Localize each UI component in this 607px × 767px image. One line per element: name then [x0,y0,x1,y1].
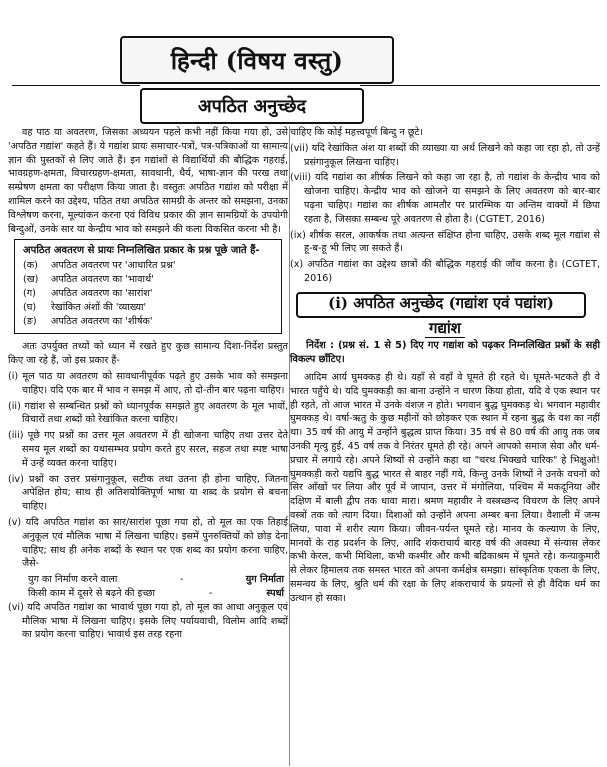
guideline-point: (ix) शीर्षक सरल, आकर्षक तथा अत्यन्त संक्षिप्त होना चाहिए, उसके शब्द मूल गद्यांश से हू-ब-हू भी लिए जा सकते हैं। [290,229,600,255]
passage-text: आदिम आर्य घुमक्कड़ ही थे। यहाँ से वहाँ वे घूमते ही रहते थे। घूमते-भटकते ही वे भारत पहुँचे थे। यदि घुमक्कड़ी का बाना उन्होंने न धारण किया होता, यदि वे एक स्थान पर ही रहते, तो आज भारत में उनके वंशज न होते। भगवान बुद्ध घुमक्कड़ थे। भगवान महावीर घुमक्कड़ थे। वर्षा-ऋतु के कुछ महीनों को छोड़कर एक स्थान में रहना बुद्ध के वश का नहीं था। 35 वर्ष की आयु में उन्होंने बुद्धत्व प्राप्त किया। 35 वर्ष से 80 वर्ष की आयु तक जब उनकी मृत्यु हुई, 45 वर्ष तक वे निरंतर घूमते ही रहे। अपने आपको समाज सेवा और धर्म-प्रचार में लगाये रहे। अपने शिष्यों से उन्होंने कहा था "चरथ भिक्खवे चारिक" हे भिक्षुओ! घुमक्कड़ी करो यद्यपि बुद्ध भारत से बाहर नहीं गये, किन्तु उनके शिष्यों ने उनके वचनों को सिर आँखों पर लिया और पूर्व में जापान, उत्तर में मंगोलिया, पश्चिम में मकदूनिया और दक्षिण में बाली द्वीप तक धावा मारा। श्रमण महावीर ने वस्त्रच्छन्द विचरण के लिए अपने वस्त्रों तक को त्याग दिया। दिशाओं को उन्होंने अपना अम्बर बना लिया। वैशाली में जन्म लिया, पावा में शरीर त्याग किया। जीवन-पर्यन्त घूमते रहे। मानव के कल्याण के लिए, मानवों के राह प्रदर्शन के लिए, आदि शंकराचार्य बारह वर्ष की अवस्था में संन्यास लेकर कभी केरल, कभी मिथिला, कभी कश्मीर और कभी बद्रिकाश्रम में घूमते रहे। कन्याकुमारी से लेकर हिमालय तक समस्त भारत को अपना कर्मक्षेत्र समझा। सांस्कृतिक एकता के लिए, समन्वय के लिए, श्रुति धर्म की रक्षा के लिए शंकराचार्य के प्रयत्नों से ही वैदिक धर्म का उत्थान हो सका। [290,371,600,604]
subsection-heading-text: गद्यांश [425,319,465,338]
list-item [23,301,275,315]
guideline-point: (ii) गद्यांश से सम्बन्धित प्रश्नों को ध्यानपूर्वक समझते हुए अवतरण के मूल भावों, विचारों तथा शब्दों को रेखांकित करना चाहिए। [8,400,288,426]
guideline-point: (iv) प्रश्नों का उत्तर प्रसंगानुकूल, सटीक तथा उतना ही होना चाहिए, जितना अपेक्षित होय; साथ ही अतिशयोक्तिपूर्ण भाषा या शब्द के प्रयोग से बचना चाहिए। [8,473,288,513]
left-column [8,126,288,644]
section-title: अपठित अनुच्छेद [197,96,307,117]
list-marker: (क) [23,260,38,272]
list-marker: (ङ) [23,316,37,328]
guideline-point: (vii) यदि रेखांकित अंश या शब्दों की व्याख्या या अर्थ लिखने को कहा जा रहा हो, तो उन्हें प्रसंगानुकूल लिखना चाहिए। [290,142,600,168]
guideline-point: (viii) यदि गद्यांश का शीर्षक लिखने को कहा जा रहा है, तो गद्यांश के केन्द्रीय भाव को खोजना चाहिए। केन्द्रीय भाव को खोजने या समझने के लिए अवतरण को बार-बार पढ़ना चाहिए। गद्यांश का शीर्षक आमतौर पर प्रारम्भिक या अन्तिम वाक्यों में छिपा रहता है, जिसका सम्बन्ध पूरे अवतरण से होता है। (CGTET, 2016) [290,172,600,225]
subsection-title-box [296,292,586,318]
page-title: हिन्दी (विषय वस्तु) [170,45,344,75]
instruction-text: निर्देश : (प्रश्न सं. 1 से 5) दिए गए गद्यांश को पढ़कर निम्नलिखित प्रश्नों के सही विकल्प छाँटिए। [290,340,600,366]
example-pair [8,573,288,587]
example-phrase: किसी काम में दूसरे से बढ़ने की इच्छा [28,587,155,599]
list-text: अपठित अवतरण पर 'आधारित प्रश्न' [51,260,176,272]
list-item [23,315,275,329]
list-text: अपठित अवतरण का 'सारांश' [51,288,153,300]
right-column [290,126,600,608]
list-item [23,273,275,287]
guideline-point: (iii) पूछे गए प्रश्नों का उत्तर मूल अवतरण में ही खोजना चाहिए तथा उत्तर देते समय मूल शब्दों का यथासम्भव प्रयोग करते हुए सरल, सहज तथा स्पष्ट भाषा में उन्हें व्यक्त करना चाहिए। [8,430,288,469]
header-rule-right [360,85,600,86]
header-rule-left [12,85,140,86]
list-text: अपठित अवतरण का 'शीर्षक' [51,316,153,328]
guideline-point: (x) अपठित गद्यांश का उद्देश्य छात्रों की बौद्धिक गहराई की जाँच करना है। (CGTET, 2016) [290,259,600,284]
guideline-point: (vi) यदि अपठित गद्यांश का भावार्थ पूछा गया हो, तो मूल का आधा अनुकूल एवं मौलिक भाषा में लिखना चाहिए। इसके लिए पर्यायवाची, विलोम आदि शब्दों का प्रयोग करना चाहिए। भावार्थ इस तरह रहना [8,601,288,641]
example-word: स्पर्धा [266,587,284,599]
example-word: युग निर्माता [245,574,284,586]
subsection-title: (i) अपठित अनुच्छेद (गद्यांश एवं पद्यांश) [328,293,554,312]
subsection-heading [290,318,600,337]
list-item [23,287,275,301]
list-marker: (घ) [23,302,37,314]
guideline-point: (i) मूल पाठ या अवतरण को सावधानीपूर्वक पढ़ते हुए उसके भाव को समझना चाहिए। यदि एक बार में भाव न समझ में आए, तो दो-तीन बार पढ़ना चाहिए। [8,370,288,396]
page-title-box [120,36,394,84]
example-dash: - [208,587,213,599]
list-text: रेखांकित अंशों की 'व्याख्या' [51,302,147,314]
guideline-point: (v) यदि अपठित गद्यांश का सार/सारांश पूछा गया हो, तो मूल का एक तिहाई अनुकूल एवं मौलिक भाषा में लिखना चाहिए। इसमें पुनरुक्तियों को छोड़ देना चाहिए; साथ ही अनेक शब्दों के स्थान पर एक शब्द का प्रयोग करना चाहिए, जैसे- [8,516,288,570]
list-item [23,259,275,273]
list-text: अपठित अवतरण का 'भावार्थ' [51,274,154,286]
question-types-box [14,239,282,334]
example-phrase: युग का निर्माण करने वाला [28,574,118,586]
section-title-box [140,88,364,124]
continuation-text: चाहिए कि कोई महत्त्वपूर्ण बिन्दु न छूटे। [290,127,423,138]
example-dash: - [179,574,184,586]
intro-paragraph: वह पाठ या अवतरण, जिसका अध्ययन पहले कभी नहीं किया गया हो, उसे 'अपठित गद्यांश' कहते हैं। ये गद्यांश प्रायः समाचार-पत्रों, पत्र-पत्रिकाओं या सामान्य ज्ञान की पुस्तकों से लिए जाते हैं। इन गद्यांशों से विद्यार्थियों की बौद्धिक गहराई, भावग्रहण-क्षमता, विचारग्रहण-क्षमता, सावधानी, धैर्य, भाषा-ज्ञान की परख तथा सम्प्रेषण क्षमता का परीक्षण किया जाता है। वस्तुतः अपठित गद्यांश को परीक्षा में शामिल करने का उद्देश्य, पठित तथा अपठित सामग्री के अन्तर को समझना, उनका विश्लेषण करना, मूल्यांकन करना एवं विविध प्रकार की ज्ञान सामग्रियों के उपयोगी बिन्दुओं, उनके सार या केन्द्रीय भाव को समझने की कला विकसित करना भी है। [8,127,288,235]
list-marker: (ग) [23,288,36,300]
guidelines-intro: अतः उपर्युक्त तथ्यों को ध्यान में रखते हुए कुछ सामान्य दिशा-निर्देश प्रस्तुत किए जा रहे हैं, जो इस प्रकार हैं- [8,341,288,367]
list-marker: (ख) [23,274,39,286]
example-pair [8,587,288,601]
question-types-heading: अपठित अवतरण से प्रायः निम्नलिखित प्रकार के प्रश्न पूछे जाते हैं- [23,245,260,257]
